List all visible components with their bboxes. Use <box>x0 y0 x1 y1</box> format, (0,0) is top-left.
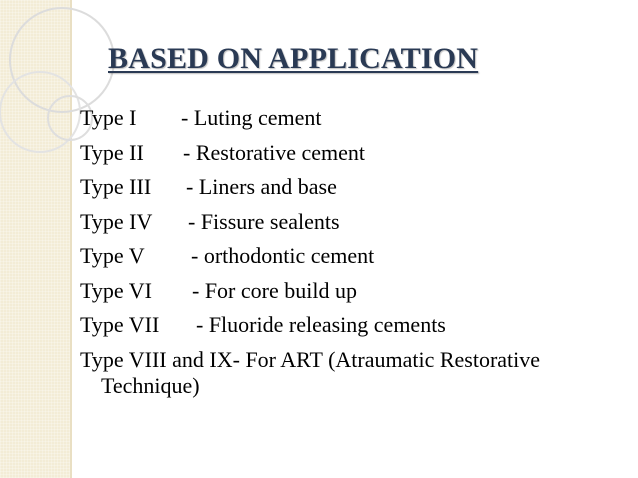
type-label: Type V <box>80 243 145 268</box>
type-description: - Liners and base <box>186 174 337 199</box>
list-item <box>80 274 620 309</box>
type-label: Type VII <box>80 312 160 337</box>
cement-type-list <box>80 101 620 399</box>
list-item <box>80 205 620 240</box>
type-label: Type IV <box>80 208 153 234</box>
list-item <box>80 170 620 205</box>
type-description: - Fissure sealents <box>188 208 340 234</box>
list-item <box>80 239 620 274</box>
slide-title: BASED ON APPLICATION <box>108 42 479 75</box>
type-line-1: Type VIII and IX- For ART (Atraumatic Restorative <box>80 346 541 372</box>
list-item <box>80 136 620 171</box>
type-description: - Fluoride releasing cements <box>196 312 446 337</box>
type-label: Type II <box>80 139 144 165</box>
type-description: - For core build up <box>192 277 357 303</box>
type-description: - orthodontic cement <box>191 243 375 268</box>
list-item <box>80 101 620 136</box>
type-line-2: Technique) <box>101 372 200 398</box>
list-item <box>80 343 620 399</box>
list-item <box>80 308 620 343</box>
type-label: Type III <box>80 174 152 199</box>
type-label: Type VI <box>80 277 152 303</box>
type-description: - Luting cement <box>181 105 322 130</box>
type-description: - Restorative cement <box>183 139 366 165</box>
type-label: Type I <box>80 105 137 130</box>
